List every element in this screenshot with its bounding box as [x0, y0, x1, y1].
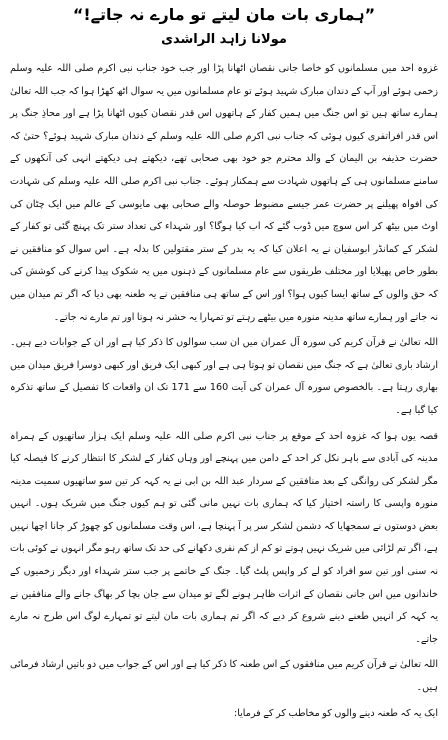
article-title: ”ہماری بات مان لیتے تو مارے نہ جاتے!“ — [72, 5, 376, 24]
article-paragraph-3: قصہ یوں ہوا کہ غزوہ احد کے موقع پر جناب نبی اکرم صلی اللہ علیہ وسلم ایک ہزار ساتھیوں کے ہمراہ مدینہ کی آبادی سے باہر نکل کر احد کے دامن میں پہنچے اور وہاں کفار کے لشکر کا انتظار کرنے کا فیصلہ کیا مگر لشکر کی روانگی کے بعد منافقین کے سردار عبد اللہ بن ابی نے یہ کہہ کر تین سو ساتھیوں سمیت مدینہ منورہ واپسی کا راستہ اختیار کیا کہ ہماری بات نہیں مانی گئی تو ہم کیوں جنگ میں شریک ہوں۔ انہیں بعض دوستوں نے سمجھایا کہ دشمن لشکر سر پر آ پہنچا ہے، اس وقت مسلمانوں کو چھوڑ کر جانا اچھا نہیں ہے، اگر تم لڑائی میں شریک نہیں ہوتے تو کم از کم نفری دکھانے کی حد تک ساتھ رہو مگر انہوں نے کوئی بات نہ سنی اور تین سو افراد کو لے کر واپس پلٹ گیا۔ جنگ کے خاتمے پر جب ستر شہداء اور دیگر زخمیوں کے خاندانوں میں اس جانی نقصان کے اثرات ظاہر ہونے لگے تو میدان سے جان بچا کر بھاگ جانے والے منافقین نے یہ کہہ کر انہیں طعنے دینے شروع کر دیے کہ اگر تم ہماری بات مان لیتے تو تمہارے لوگ اس طرح نہ مارے جاتے۔ — [10, 430, 438, 645]
article-paragraph-4: اللہ تعالیٰ نے قرآن کریم میں منافقوں کے اس طعنہ کا ذکر کیا ہے اور اس کے جواب میں دو باتیں ارشاد فرمائی ہیں۔ — [10, 659, 438, 694]
article-paragraph-5: ایک یہ کہ طعنہ دینے والوں کو مخاطب کر کے فرمایا: — [233, 707, 438, 719]
author-byline: مولانا زاہد الراشدی — [161, 32, 287, 47]
article-paragraph-1: غزوہ احد میں مسلمانوں کو خاصا جانی نقصان اٹھانا پڑا اور جب خود جناب نبی اکرم صلی اللہ علیہ وسلم زخمی ہوئے اور آپ کے دندان مبارک شہید ہوئے تو عام مسلمانوں میں یہ سوال اٹھ کھڑا ہوا کہ جب اللہ تعالیٰ ہمارے ساتھ ہیں تو اس جنگ میں ہمیں کفار کے ہاتھوں اس قدر نقصان کیوں اٹھانا پڑا ہے اور محاذِ جنگ پر اس قدر افراتفری کیوں ہوئی کہ جناب نبی اکرم صلی اللہ علیہ وسلم کے دندان مبارک شہید ہوئے؟ حتیٰ کہ حضرت حذیفہ بن الیمان کے والد محترم جو خود بھی صحابی تھے، دیکھتے ہی دیکھتے انہی کی آنکھوں کے سامنے مسلمانوں ہی کے ہاتھوں شہادت سے ہمکنار ہوئے۔ جناب نبی اکرم صلی اللہ علیہ وسلم کی شہادت کی افواہ پھیلنے پر حضرت عمر جیسے مضبوط حوصلہ والے صحابی بھی مایوسی کے عالم میں ایک چٹان کی اوٹ میں بیٹھ کر اس سوچ میں ڈوب گئے کہ اب کیا ہوگا؟ اور شہداء کی تعداد ستر تک پہنچ گئی تو کفار کے لشکر کے کمانڈر ابوسفیان نے یہ اعلان کیا کہ یہ بدر کے ستر مقتولین کا بدلہ ہے۔ اس سوال کو منافقین نے بطور خاص پھیلایا اور مختلف طریقوں سے عام مسلمانوں کے ذہنوں میں یہ شکوک پیدا کرنے کی کوشش کی کہ حق والوں کے ساتھ ایسا کیوں ہوا؟ اور اس کے ساتھ ہی منافقین نے یہ طعنہ بھی دیا کہ اگر تم میدان میں نہ جاتے اور ہمارے ساتھ مدینہ منورہ میں بیٹھے رہتے تو تمہارا یہ حشر نہ ہوتا اور تم مارے نہ جاتے۔ — [10, 63, 438, 323]
article-paragraph-2: اللہ تعالیٰ نے قرآن کریم کی سورہ آل عمران میں ان سب سوالوں کا ذکر کیا ہے اور ان کے جوابات دیے ہیں۔ ارشاد باری تعالیٰ ہے کہ جنگ میں نقصان تو ہوتا ہی ہے اور کبھی ایک فریق اور کبھی دوسرا فریق میدان میں بھاری رہتا ہے۔ بالخصوص سورہ آل عمران کی آیت 160 سے 171 تک ان واقعات کا تفصیل کے ساتھ تذکرہ کیا گیا ہے۔ — [10, 337, 439, 416]
article-body — [10, 58, 438, 725]
